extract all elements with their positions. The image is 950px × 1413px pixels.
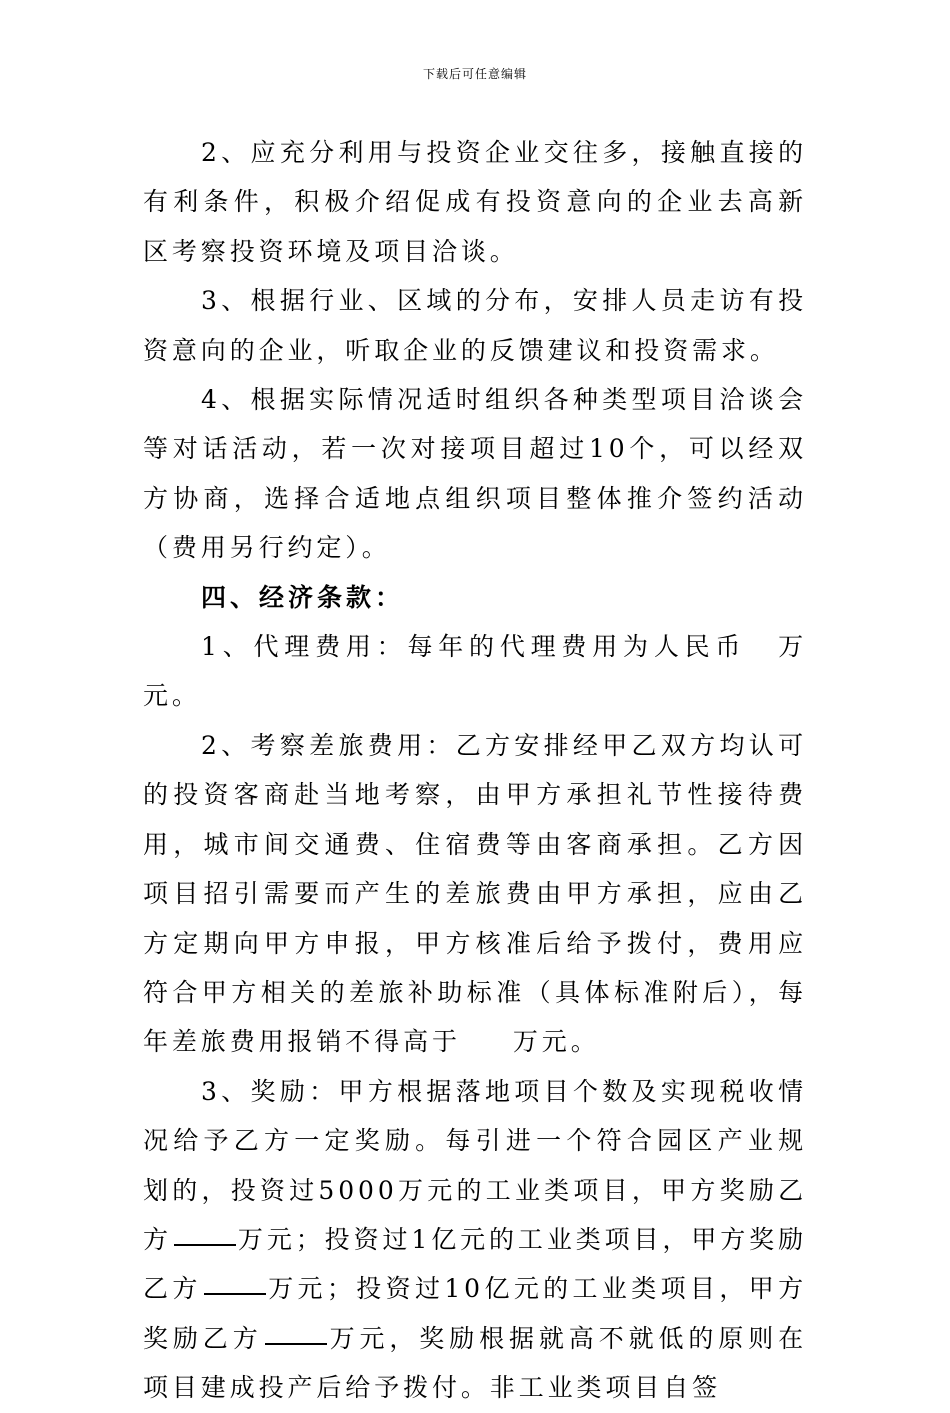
travel-expense-unit: 万元。 [512, 1027, 600, 1057]
section-heading-economic-terms: 四、经济条款： [201, 582, 405, 612]
clause-3-2-paragraph: 2、应充分利用与投资企业交往多，接触直接的有利条件，积极介绍促成有投资意向的企业去高新区考察投资环境及项目洽谈。 [143, 138, 807, 266]
reward-amount-blank-1 [174, 1243, 236, 1246]
agency-fee-text: 1、代理费用：每年的代理费用为人民币 [201, 632, 747, 662]
travel-expense-text: 2、考察差旅费用：乙方安排经甲乙双方均认可的投资客商赴当地考察，由甲方承担礼节性接待费用，城市间交通费、住宿费等由客商承担。乙方因项目招引需要而产生的差旅费由甲方承担，应由乙方定期向甲方申报，甲方核准后给予拨付，费用应符合甲方相关的差旅补助标准（具体标准附后），每年差旅费用报销不得高于 [143, 730, 807, 1057]
reward-amount-blank-3 [265, 1342, 327, 1345]
clause-3-4-paragraph: 4、根据实际情况适时组织各种类型项目洽谈会等对话活动，若一次对接项目超过10个，可以经双方协商，选择合适地点组织项目整体推介签约活动（费用另行约定）。 [143, 385, 807, 563]
clause-3-3-paragraph: 3、根据行业、区域的分布，安排人员走访有投资意向的企业，听取企业的反馈建议和投资需求。 [143, 286, 807, 365]
clause-4-1-paragraph [143, 622, 807, 721]
clause-4-2-paragraph [143, 721, 807, 1067]
page-header: 下载后可任意编辑 [422, 67, 527, 81]
reward-text-intro: 3、奖励：甲方根据落地项目个数及实现税收情况给予乙方一定奖励。每引进一个符合园区产业规划的，投资过5000万元的工业类项目，甲方奖励乙方 [143, 1076, 807, 1254]
document-body [143, 128, 807, 1413]
agency-fee-unit: 万元。 [143, 632, 807, 711]
reward-text-third: 万元；投资过10亿元的工业类项目，甲方奖励乙方 [143, 1274, 807, 1353]
reward-text-second: 万元；投资过1亿元的工业类项目，甲方奖励乙方 [143, 1224, 807, 1304]
clause-4-3-paragraph [143, 1067, 807, 1413]
reward-amount-blank-2 [204, 1292, 266, 1295]
reward-text-fourth: 万元，奖励根据就高不就低的原则在项目建成投产后给予拨付。非工业类项目自签 [143, 1323, 807, 1403]
